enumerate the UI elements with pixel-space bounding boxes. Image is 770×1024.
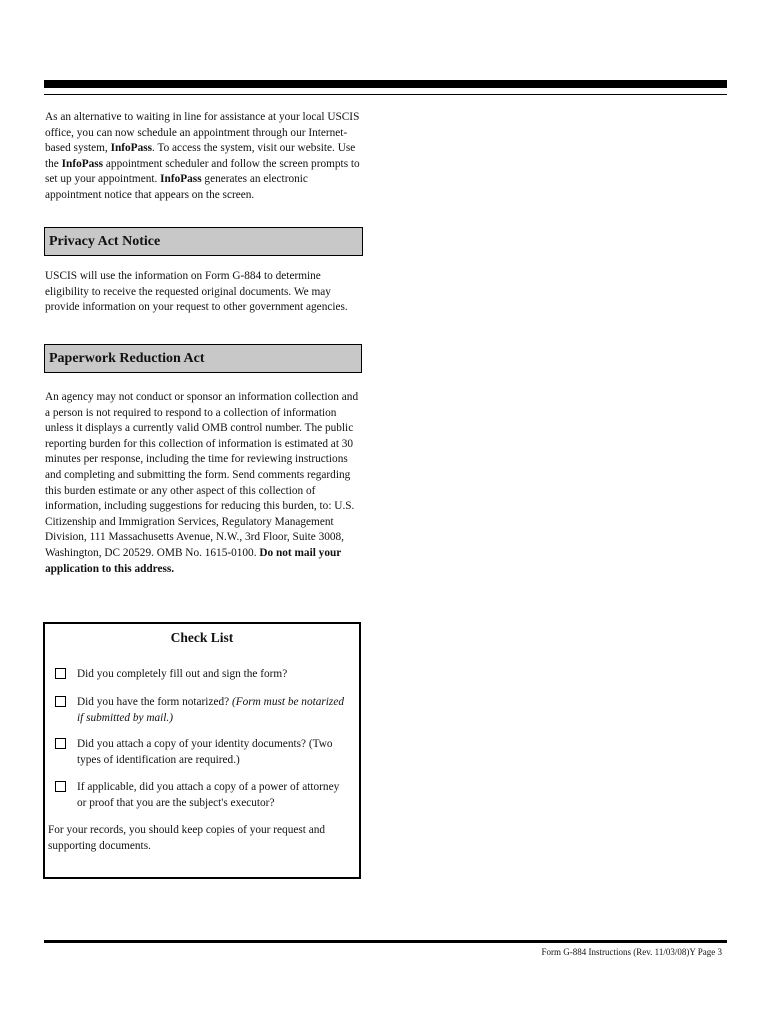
page-footer: Form G-884 Instructions (Rev. 11/03/08)Y Page 3: [541, 947, 722, 957]
privacy-act-heading: Privacy Act Notice: [44, 227, 363, 256]
top-rule-thin: [44, 94, 727, 95]
paperwork-paragraph: [45, 390, 363, 577]
privacy-act-text: USCIS will use the information on Form G-884 to determine eligibility to receive the requested original documents. We may provide information on your request to other government agencies.: [45, 270, 348, 314]
privacy-act-paragraph: [45, 269, 363, 316]
infopass-bold-2: InfoPass: [61, 157, 104, 170]
infopass-bold-3: InfoPass: [160, 173, 202, 186]
check-list-box: [43, 622, 361, 879]
checkbox[interactable]: [55, 668, 66, 679]
check-list-item-text: Did you attach a copy of your identity documents? (Two types of identification are required.): [77, 738, 333, 766]
check-list-item-text: Did you have the form notarized? (Form must be notarized if submitted by mail.): [77, 696, 344, 724]
checkbox[interactable]: [55, 738, 66, 749]
paperwork-bold-text: Do not mail your application to this address.: [45, 546, 342, 575]
paperwork-text: An agency may not conduct or sponsor an information collection and a person is not required to respond to a collection of information unless it displays a currently valid OMB control number. The public reporting burden for this collection of information is estimated at 30 minutes per response, including the time for reviewing instructions and completing and submitting the form. Send comments regarding this burden estimate or any other aspect of this collection of information, including suggestions for reducing this burden, to: U.S. Citizenship and Immigration Services, Regulatory Management Division, 111 Massachusetts Avenue, N.W., 3rd Floor, Suite 3008, Washington, DC 20529. OMB No. 1615-0100.: [45, 391, 359, 559]
infopass-text-2: . To access the system, visit our website. Use the: [45, 142, 356, 170]
infopass-text-3: appointment scheduler and follow the screen prompts to set up your appointment.: [45, 157, 360, 186]
check-list-item-text: Did you completely fill out and sign the form?: [77, 668, 288, 680]
bottom-rule: [44, 940, 727, 943]
paperwork-reduction-heading: Paperwork Reduction Act: [44, 344, 362, 373]
infopass-bold-1: InfoPass: [110, 142, 153, 155]
checkbox[interactable]: [55, 696, 66, 707]
checkbox[interactable]: [55, 781, 66, 792]
check-list-title: Check List: [170, 630, 234, 645]
infopass-text-1: As an alternative to waiting in line for assistance at your local USCIS office, you can now schedule an appointment through our Internet-based system,: [45, 111, 360, 155]
top-rule-thick: [44, 80, 727, 88]
check-list-footer: For your records, you should keep copies of your request and supporting documents.: [48, 824, 326, 852]
infopass-paragraph: [45, 110, 363, 204]
infopass-text-4: generates an electronic appointment notice that appears on the screen.: [45, 173, 308, 201]
check-list-item-text: If applicable, did you attach a copy of a power of attorney or proof that you are the subject's executor?: [77, 781, 340, 809]
